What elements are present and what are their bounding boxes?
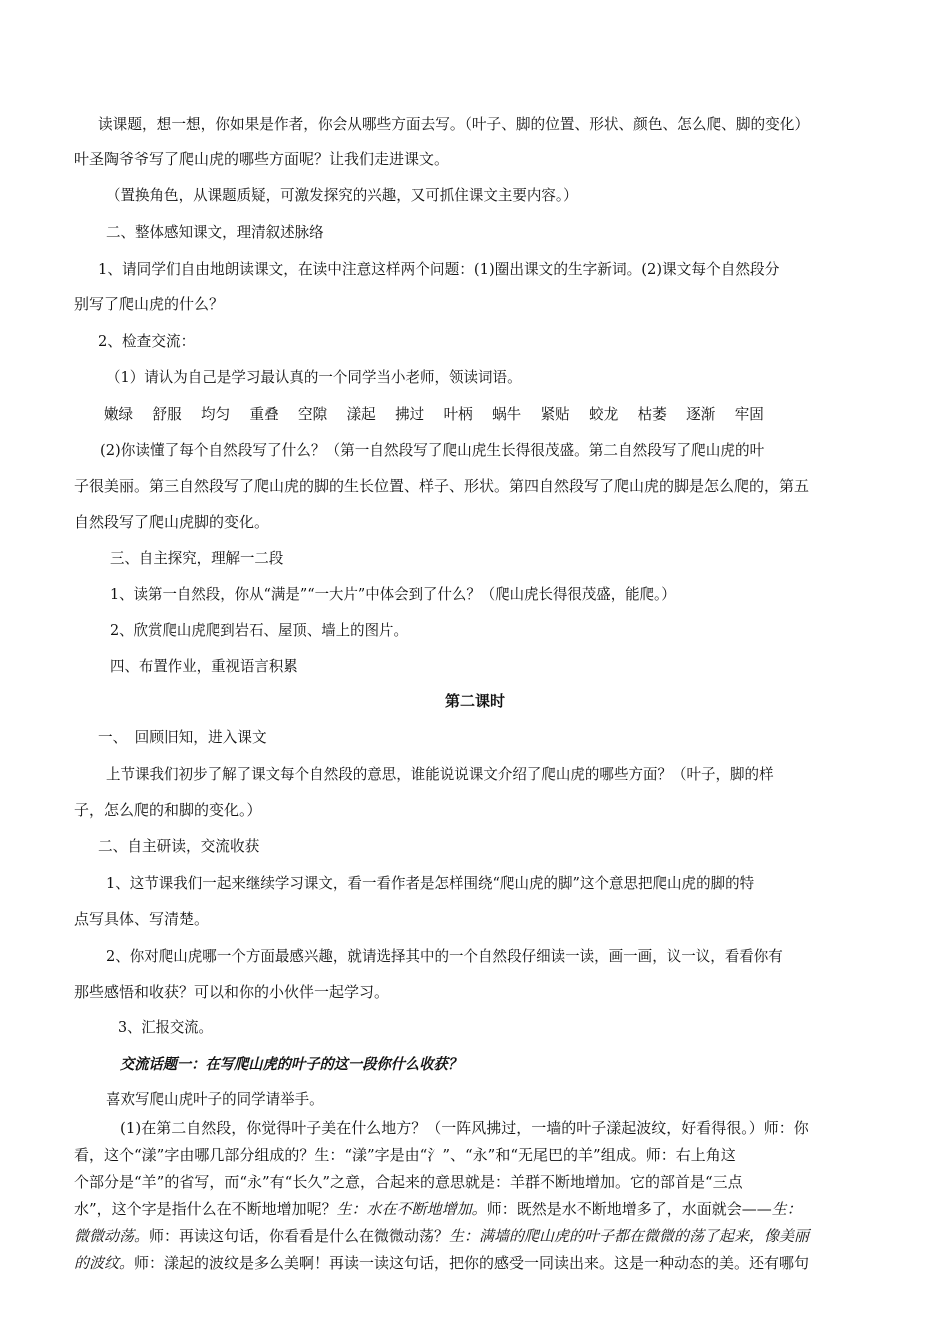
discussion-topic: 交流话题一：在写爬山虎的叶子的这一段你什么收获？: [120, 1055, 463, 1073]
paragraph-line: [74, 1198, 874, 1220]
paragraph-line: 1、读第一自然段，你从“满是”“一大片”中体会到了什么？（爬山虎长得很茂盛，能爬。）: [110, 585, 676, 603]
vocab-word: 舒服: [152, 405, 182, 423]
vocab-word: 拂过: [395, 405, 425, 423]
vocab-word: 均匀: [201, 405, 231, 423]
paragraph-line: 2、欣赏爬山虎爬到岩石、屋顶、墙上的图片。: [110, 621, 408, 639]
text-run: 师：再读这句话，你看看是什么在微微动荡？: [149, 1227, 450, 1245]
section-heading: 一、 回顾旧知，进入课文: [98, 728, 267, 746]
paragraph-line: 看，这个“漾”字由哪几部分组成的？生：“漾”字是由“氵”、“永”和“无尾巴的羊”组成。师：右上角这: [74, 1146, 736, 1164]
student-answer: 的波纹。: [74, 1254, 135, 1272]
section-heading: 四、布置作业，重视语言积累: [110, 657, 298, 675]
paragraph-line: 1、这节课我们一起来继续学习课文，看一看作者是怎样围绕“爬山虎的脚”这个意思把爬山虎的脚的特: [106, 874, 755, 892]
paragraph-line: [74, 1225, 874, 1247]
paragraph-line: 读课题，想一想，你如果是作者，你会从哪些方面去写。（叶子、脚的位置、形状、颜色、怎么爬、脚的变化）: [98, 115, 810, 133]
paragraph-line: 个部分是“羊”的省写，而“永”有“长久”之意，合起来的意思就是：羊群不断地增加。它的部首是“三点: [74, 1173, 743, 1191]
vocab-word: 重叠: [249, 405, 279, 423]
paragraph-line: (1)在第二自然段，你觉得叶子美在什么地方？（一阵风拂过，一墙的叶子漾起波纹，好看得很。）师：你: [120, 1119, 809, 1137]
vocab-word: 牢固: [734, 405, 764, 423]
paragraph-line: 子，怎么爬的和脚的变化。）: [74, 801, 262, 819]
student-answer: 微微动荡。: [74, 1227, 150, 1245]
paragraph-line: 自然段写了爬山虎脚的变化。: [74, 513, 270, 531]
paragraph-line: 3、汇报交流。: [118, 1018, 213, 1036]
paragraph-line: (2)你读懂了每个自然段写了什么？（第一自然段写了爬山虎生长得很茂盛。第二自然段写了爬山虎的叶: [100, 441, 765, 459]
paragraph-line: [74, 1252, 874, 1274]
vocab-word: 漾起: [346, 405, 376, 423]
text-run: 水”，这个字是指什么在不断地增加呢？: [74, 1200, 337, 1218]
paragraph-line: 2、检查交流：: [98, 332, 196, 350]
paragraph-line: （置换角色，从课题质疑，可激发探究的兴趣，又可抓住课文主要内容。）: [106, 186, 578, 204]
paragraph-line: 点写具体、写清楚。: [74, 910, 210, 928]
vocab-word: 枯萎: [637, 405, 667, 423]
section-heading: 三、自主探究，理解一二段: [110, 549, 284, 567]
section-heading: 二、自主研读，交流收获: [98, 837, 260, 855]
vocab-word: 逐渐: [686, 405, 716, 423]
paragraph-line: （1）请认为自己是学习最认真的一个同学当小老师，领读词语。: [106, 368, 522, 386]
text-run: 师：既然是水不断地增多了，水面就会——: [486, 1200, 772, 1218]
lesson-title: 第二课时: [444, 692, 505, 710]
paragraph-line: 别写了爬山虎的什么？: [74, 295, 225, 313]
paragraph-line: 那些感悟和收获？可以和你的小伙伴一起学习。: [74, 983, 390, 1001]
vocab-word: 蛟龙: [589, 405, 619, 423]
vocab-word: 叶柄: [443, 405, 473, 423]
paragraph-line: 喜欢写爬山虎叶子的同学请举手。: [106, 1090, 324, 1108]
vocab-word: 嫩绿: [104, 405, 134, 423]
paragraph-line: 上节课我们初步了解了课文每个自然段的意思，谁能说说课文介绍了爬山虎的哪些方面？（叶子，脚的样: [106, 765, 774, 783]
vocab-word: 紧贴: [540, 405, 570, 423]
student-answer: 生：: [771, 1200, 802, 1218]
paragraph-line: 1、请同学们自由地朗读课文，在读中注意这样两个问题：(1)圈出课文的生字新词。(2)课文每个自然段分: [98, 260, 780, 278]
student-answer: 生：满墙的爬山虎的叶子都在微微的荡了起来，像美丽: [449, 1227, 810, 1245]
text-run: 师：漾起的波纹是多么美啊！再读一读这句话，把你的感受一同读出来。这是一种动态的美。还有哪句: [134, 1254, 810, 1272]
paragraph-line: 子很美丽。第三自然段写了爬山虎的脚的生长位置、样子、形状。第四自然段写了爬山虎的脚是怎么爬的，第五: [74, 477, 810, 495]
vocabulary-list: [104, 403, 880, 425]
vocab-word: 蜗牛: [492, 405, 522, 423]
vocab-word: 空隙: [298, 405, 328, 423]
student-answer: 生：水在不断地增加。: [336, 1200, 487, 1218]
section-heading: 二、整体感知课文，理清叙述脉络: [106, 223, 324, 241]
paragraph-line: 2、你对爬山虎哪一个方面最感兴趣，就请选择其中的一个自然段仔细读一读，画一画，议一议，看看你有: [106, 947, 783, 965]
paragraph-line: 叶圣陶爷爷写了爬山虎的哪些方面呢？让我们走进课文。: [74, 150, 450, 168]
